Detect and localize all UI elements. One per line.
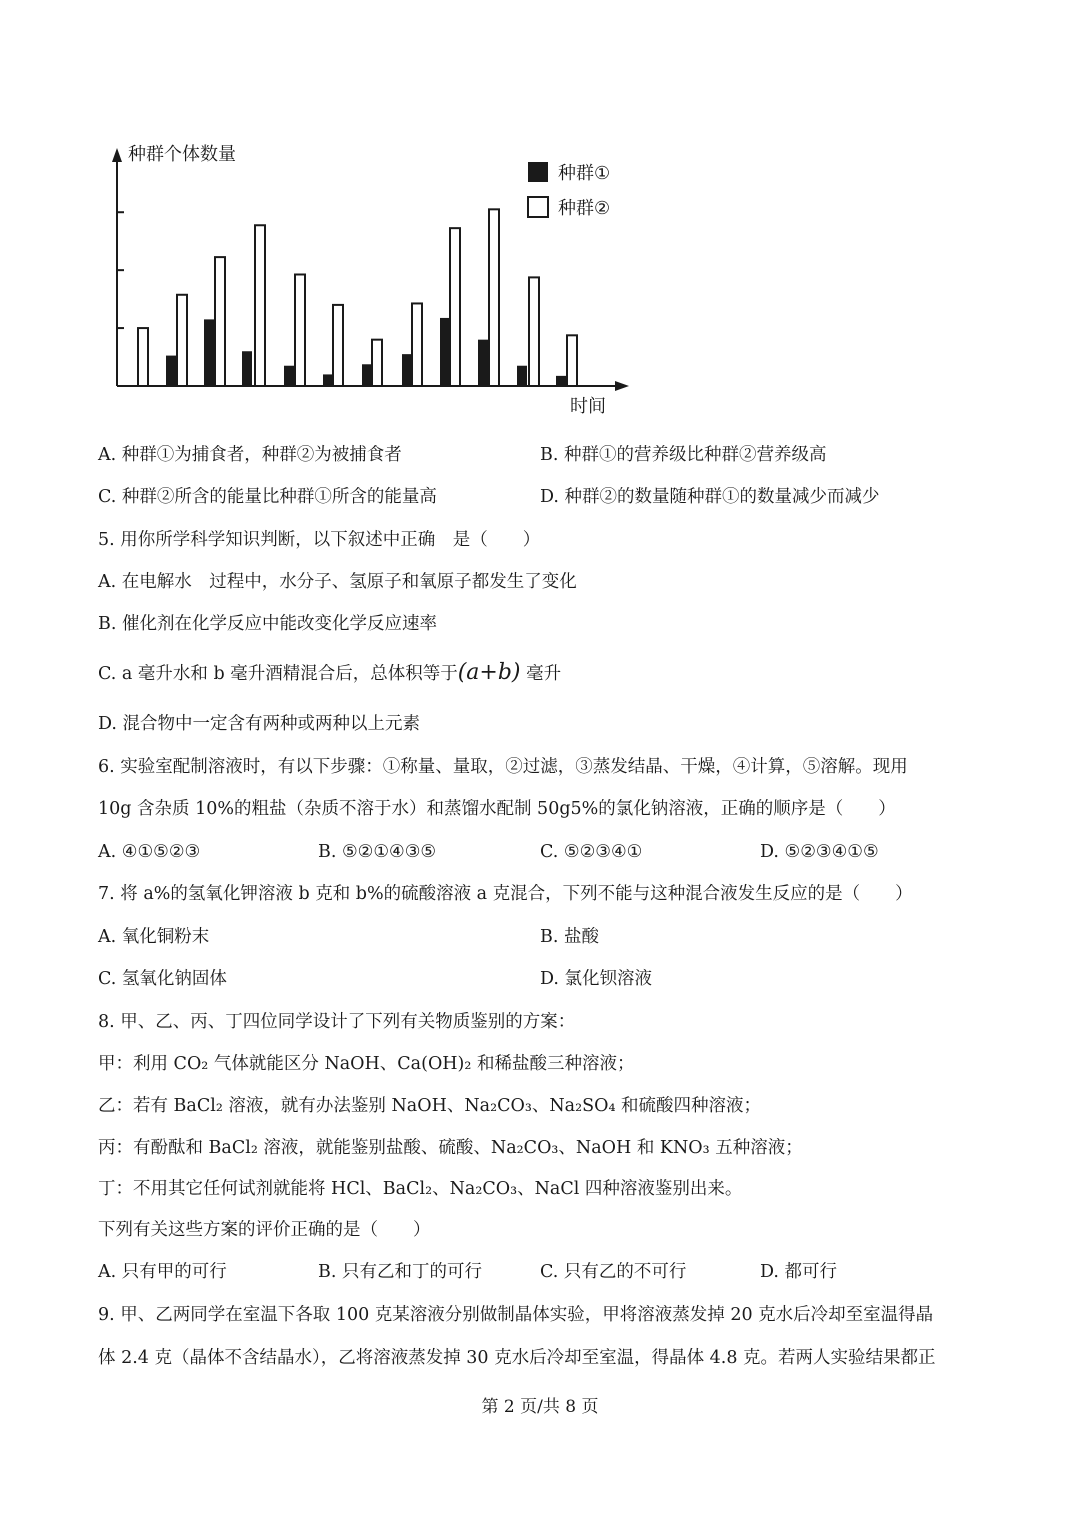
y-axis-label: 种群个体数量 <box>128 144 236 165</box>
q8-option-d: D. 都可行 <box>760 1262 838 1282</box>
q8-option-a: A. 只有甲的可行 <box>98 1262 227 1282</box>
q6-option-d: D. ⑤②③④①⑤ <box>760 842 879 862</box>
q7-stem: 7. 将 a%的氢氧化钾溶液 b 克和 b%的硫酸溶液 a 克混合，下列不能与这种混合液发生反应的是（ ） <box>98 884 913 904</box>
q8-plan-ding: 丁：不用其它任何试剂就能将 HCl、BaCl₂、Na₂CO₃、NaCl 四种溶液鉴别出来。 <box>98 1179 743 1199</box>
bar-population-1 <box>362 364 372 386</box>
q5-stem: 5. 用你所学科学知识判断，以下叙述中正确 是（ ） <box>98 530 541 550</box>
bar-population-1 <box>323 374 333 386</box>
legend <box>528 162 610 219</box>
bar-population-2 <box>295 274 305 386</box>
q8-stem: 8. 甲、乙、丙、丁四位同学设计了下列有关物质鉴别的方案： <box>98 1012 576 1032</box>
bar-population-2 <box>372 340 382 386</box>
q7-option-b: B. 盐酸 <box>540 927 599 947</box>
bar-population-1 <box>284 366 294 386</box>
q6-option-c: C. ⑤②③④① <box>540 842 643 862</box>
q4-option-b: B. 种群①的营养级比种群②营养级高 <box>540 445 827 465</box>
bar-population-2 <box>215 257 225 386</box>
bar-population-1 <box>517 366 527 386</box>
bar-population-2 <box>255 225 265 386</box>
q6-option-a: A. ④①⑤②③ <box>98 842 201 862</box>
y-axis-arrow <box>112 148 122 162</box>
q4-option-c: C. 种群②所含的能量比种群①所含的能量高 <box>98 487 437 507</box>
q7-option-a: A. 氧化铜粉末 <box>98 927 210 947</box>
q8-option-b: B. 只有乙和丁的可行 <box>318 1262 482 1282</box>
bar-population-1 <box>402 354 412 386</box>
population-bar-chart <box>100 130 640 430</box>
x-axis-arrow <box>615 381 629 391</box>
bar-population-2 <box>567 335 577 386</box>
q6-stem-line-2: 10g 含杂质 10%的粗盐（杂质不溶于水）和蒸馏水配制 50g5%的氯化钠溶液，正确的顺序是（ ） <box>98 799 896 819</box>
chart-bars <box>138 209 577 386</box>
q4-option-d: D. 种群②的数量随种群①的数量减少而减少 <box>540 487 880 507</box>
bar-population-2 <box>138 328 148 386</box>
q5-option-c <box>98 661 561 686</box>
q6-stem-line-1: 6. 实验室配制溶液时，有以下步骤：①称量、量取，②过滤，③蒸发结晶、干燥，④计算，⑤溶解。现用 <box>98 757 908 777</box>
q6-option-b: B. ⑤②①④③⑤ <box>318 842 437 862</box>
q8-plan-bing: 丙：有酚酞和 BaCl₂ 溶液，就能鉴别盐酸、硫酸、Na₂CO₃、NaOH 和 KNO₃ 五种溶液； <box>98 1138 803 1158</box>
bar-population-1 <box>556 376 566 386</box>
bar-population-2 <box>529 277 539 386</box>
q5-option-d: D. 混合物中一定含有两种或两种以上元素 <box>98 714 421 734</box>
bar-population-2 <box>177 295 187 386</box>
legend-label-population-1: 种群① <box>558 163 611 184</box>
q5-option-c-unit: 毫升 <box>526 664 562 684</box>
q5-option-b: B. 催化剂在化学反应中能改变化学反应速率 <box>98 614 437 634</box>
legend-swatch-population-1 <box>528 162 548 182</box>
legend-label-population-2: 种群② <box>558 198 611 219</box>
q9-line-2: 体 2.4 克（晶体不含结晶水），乙将溶液蒸发掉 30 克水后冷却至室温，得晶体 4.8 克。若两人实验结果都正 <box>98 1348 936 1368</box>
bar-population-1 <box>242 351 252 386</box>
q8-question: 下列有关这些方案的评价正确的是（ ） <box>98 1220 431 1240</box>
bar-population-1 <box>166 356 176 386</box>
q7-option-c: C. 氢氧化钠固体 <box>98 969 227 989</box>
bar-population-2 <box>489 209 499 386</box>
q9-line-1: 9. 甲、乙两同学在室温下各取 100 克某溶液分别做制晶体实验，甲将溶液蒸发掉 20 克水后冷却至室温得晶 <box>98 1305 934 1325</box>
q5-option-a: A. 在电解水 过程中，水分子、氢原子和氧原子都发生了变化 <box>98 572 577 592</box>
q7-option-d: D. 氯化钡溶液 <box>540 969 653 989</box>
bar-population-2 <box>412 303 422 386</box>
bar-population-2 <box>450 228 460 386</box>
bar-population-2 <box>333 305 343 386</box>
q8-plan-jia: 甲：利用 CO₂ 气体就能区分 NaOH、Ca(OH)₂ 和稀盐酸三种溶液； <box>98 1054 635 1074</box>
bar-population-1 <box>478 340 488 386</box>
q8-option-c: C. 只有乙的不可行 <box>540 1262 687 1282</box>
q8-plan-yi: 乙：若有 BaCl₂ 溶液，就有办法鉴别 NaOH、Na₂CO₃、Na₂SO₄ 和硫酸四种溶液； <box>98 1096 762 1116</box>
x-axis-label: 时间 <box>570 396 606 417</box>
q5-option-c-text: C. a 毫升水和 b 毫升酒精混合后，总体积等于 <box>98 664 458 684</box>
page-footer: 第 2 页/共 8 页 <box>481 1397 599 1417</box>
chart-axes <box>112 148 629 391</box>
q5-option-c-expression: (a+b) <box>457 660 521 685</box>
q4-option-a: A. 种群①为捕食者，种群②为被捕食者 <box>98 445 402 465</box>
bar-population-1 <box>440 318 450 386</box>
bar-population-1 <box>204 319 214 386</box>
legend-swatch-population-2 <box>528 197 548 217</box>
